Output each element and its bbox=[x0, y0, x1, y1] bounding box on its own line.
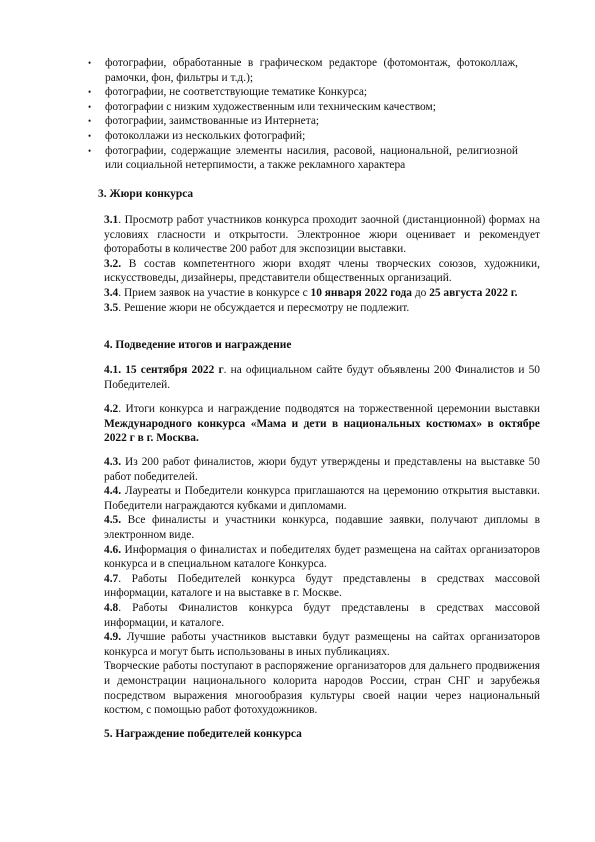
list-item: • фотографии, не соответствующие тематике Конкурса; bbox=[88, 86, 368, 99]
bullet-icon: • bbox=[88, 87, 92, 98]
section-heading-jury: 3. Жюри конкурса bbox=[98, 188, 194, 200]
bullet-icon: • bbox=[88, 130, 92, 141]
paragraph-4-1: 4.1. 15 сентября 2022 г. на официальном сайте будут объявлены 200 Финалистов и 50 Победителей. bbox=[104, 364, 540, 391]
jury-section-body bbox=[104, 213, 540, 315]
paragraph-4-9: 4.9. Лучшие работы участников выставки будут размещены на сайтах организаторов конкурса и могут быть использованы в иных публикациях. bbox=[104, 631, 540, 658]
paragraph-4-3: 4.3. Из 200 работ финалистов, жюри будут утверждены и представлены на выставке 50 работ победителей. bbox=[104, 456, 540, 483]
paragraph-3-4: 3.4. Прием заявок на участие в конкурсе с 10 января 2022 года до 25 августа 2022 г. bbox=[104, 286, 518, 299]
list-item: • фотографии с низким художественным или техническим качеством; bbox=[88, 100, 436, 113]
bullet-icon: • bbox=[88, 58, 92, 68]
section-heading-awards: 5. Награждение победителей конкурса bbox=[104, 728, 302, 740]
list-item: • фотографии, обработанные в графическом редакторе (фотомонтаж, фотоколлаж, рамочки, фон, фильтры и т.д.); bbox=[88, 57, 518, 84]
list-item: • фотоколлажи из нескольких фотографий; bbox=[88, 129, 306, 142]
paragraph-4-2: 4.2. Итоги конкурса и награждение подводятся на торжественной церемонии выставки Международного конкурса «Мама и дети в национальных костюмах» в октябре 2022 г в г. Москва. bbox=[104, 403, 540, 445]
exclusion-list bbox=[88, 56, 518, 173]
paragraph-4-6: 4.6. Информация о финалистах и победителях будет размещена на сайтах организаторов конкурса и в специальном каталоге Конкурса. bbox=[104, 543, 540, 571]
list-item: • фотографии, содержащие элементы насилия, расовой, национальной, религиозной или социальной нетерпимости, а также рекламного характера bbox=[88, 144, 518, 172]
paragraph-3-5: 3.5. Решение жюри не обсуждается и пересмотру не подлежит. bbox=[104, 301, 410, 314]
paragraph-4-4: 4.4. Лауреаты и Победители конкурса приглашаются на церемонию открытия выставки. Победители награждаются кубками и дипломами. bbox=[104, 485, 540, 512]
paragraph-creative-works: Творческие работы поступают в распоряжение организаторов для дальнего продвижения и демонстрации национального колорита народов России, стран СНГ и зарубежья посредством выражения многообразия культуры своей нации через национальный костюм, с помощью работ фотохудожников. bbox=[104, 660, 540, 717]
results-details-body bbox=[104, 455, 540, 718]
paragraph-4-5: 4.5. Все финалисты и участники конкурса, подавшие заявки, получают дипломы в электронном виде. bbox=[104, 514, 540, 541]
section-heading-results: 4. Подведение итогов и награждение bbox=[104, 339, 292, 351]
paragraph-3-2: 3.2. В состав компетентного жюри входят члены творческих союзов, художники, искусствоведы, дизайнеры, представители общественных организаций. bbox=[104, 257, 540, 285]
paragraph-4-8: 4.8. Работы Финалистов конкурса будут представлены в средствах массовой информации, и каталоге. bbox=[104, 601, 540, 629]
bullet-icon: • bbox=[88, 101, 92, 112]
bullet-icon: • bbox=[88, 116, 92, 127]
list-item: • фотографии, заимствованные из Интернета; bbox=[88, 115, 320, 128]
bullet-icon: • bbox=[88, 145, 92, 156]
paragraph-4-7: 4.7. Работы Победителей конкурса будут представлены в средствах массовой информации, каталоге и на выставке в г. Москве. bbox=[104, 572, 540, 600]
paragraph-3-1: 3.1. Просмотр работ участников конкурса проходит заочной (дистанционной) формах на условиях гласности и открытости. Электронное жюри оценивает и рекомендует фотоработы в количестве 200 работ для экспозиции выставки. bbox=[104, 214, 540, 256]
